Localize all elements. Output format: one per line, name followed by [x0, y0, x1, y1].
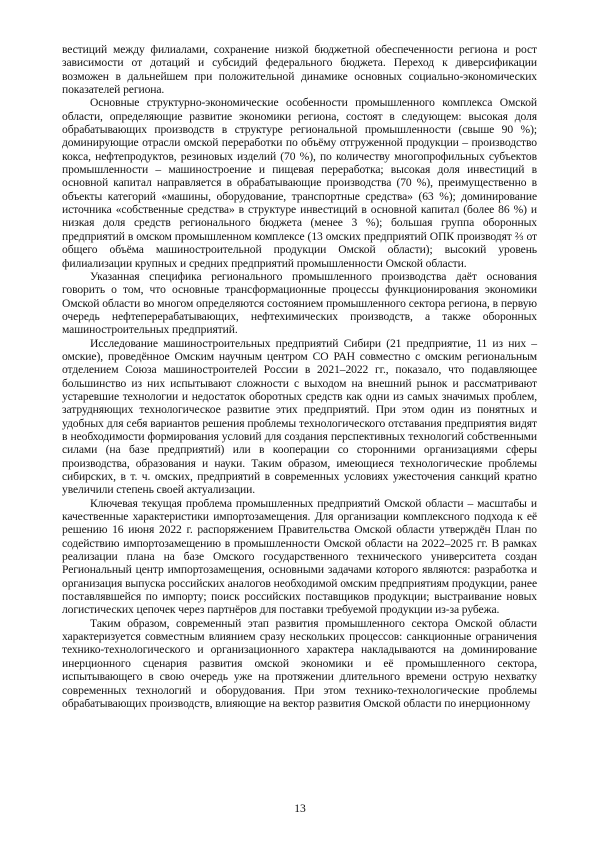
paragraph-1: вестиций между филиалами, сохранение низкой бюджетной обеспеченности региона и рост зависимости от дотаций и субсидий федерального бюджета. Переход к диверсификации возможен в дальнейшем при положительной динамике основных социально-экономических показателей региона.	[62, 43, 537, 97]
paragraph-6: Таким образом, современный этап развития промышленного сектора Омской области характеризуется совместным влиянием сразу нескольких процессов: санкционные ограничения технико-технологического и организационного характера накладываются на доминирование инерционного сценария развития омской экономики и её промышленного сектора, испытывающего в свою очередь уже на протяжении длительного времени острую нехватку современных технологий и оборудования. При этом технико-технологические проблемы обрабатывающих производств, влияющие на вектор развития Омской области по инерционному	[62, 616, 537, 710]
page-number: 13	[294, 802, 306, 815]
paragraph-2: Основные структурно-экономические особенности промышленного комплекса Омской области, определяющие развитие экономики региона, состоят в следующем: высокая доля обрабатывающих производств в структуре региональной промышленности (свыше 90 %); доминирующие отрасли омской переработки по объёму отгруженной продукции – производство кокса, нефтепродуктов, резиновых изделий (70 %), по количеству многопрофильных субъектов промышленности – машиностроение и пищевая переработка; высокая доля инвестиций в основной капитал направляется в обрабатывающие производства (70 %), преимущественно в объекты категорий «машины, оборудование, транспортные средства» (63 %); доминирование источника «собственные средства» в структуре инвестиций в основной капитал (более 86 %) и низкая доля средств регионального бюджета (менее 3 %); большая группа оборонных предприятий в омском промышленном комплексе (13 омских предприятий ОПК производят ⅔ от общего объёма машиностроительной продукции Омской области); высокий уровень филиализации крупных и средних предприятий промышленности Омской области.	[62, 96, 537, 270]
body-text	[62, 43, 537, 710]
paragraph-4: Исследование машиностроительных предприятий Сибири (21 предприятие, 11 из них – омские), проведённое Омским научным центром СО РАН совместно с омским региональным отделением Союза машиностроителей России в 2021–2022 гг., показало, что подавляющее большинство из них испытывают сложности с выходом на внешний рынок и рассматривают устаревшие технологии и недостаток оборотных средств как одни из самых значимых проблем, затрудняющих технологическое развитие этих предприятий. При этом один из понятных и удобных для себя вариантов решения проблемы технологического отставания предприятия видят в необходимости формирования условий для создания перспективных технологий собственными силами (на базе предприятий) или в кооперации со сторонними организациями сферы производства, образования и науки. Таким образом, имеющиеся технологические проблемы сибирских, в т. ч. омских, предприятий в современных условиях ужесточения санкций кратно увеличили степень своей актуализации.	[62, 336, 537, 497]
paragraph-3: Указанная специфика регионального промышленного производства даёт основания говорить о том, что основные трансформационные процессы функционирования экономики Омской области во многом определяются состоянием промышленного сектора региона, в первую очередь нефтеперерабатывающих, нефтехимических производств, а также оборонных машиностроительных предприятий.	[62, 269, 537, 337]
paragraph-5: Ключевая текущая проблема промышленных предприятий Омской области – масштабы и качественные характеристики импортозамещения. Для организации комплексного подхода к её решению 16 июня 2022 г. распоряжением Правительства Омской области утверждён План по содействию импортозамещению в промышленности Омской области на 2022–2025 гг. В рамках реализации плана на базе Омского государственного технического университета создан Региональный центр импортозамещения, основными задачами которого являются: разработка и организация выпуска российских аналогов необходимой омским предприятиям продукции, ранее поставлявшейся по импорту; поиск российских поставщиков продукции; выстраивание новых логистических цепочек через партнёров для поставки требуемой продукции из-за рубежа.	[62, 496, 537, 617]
